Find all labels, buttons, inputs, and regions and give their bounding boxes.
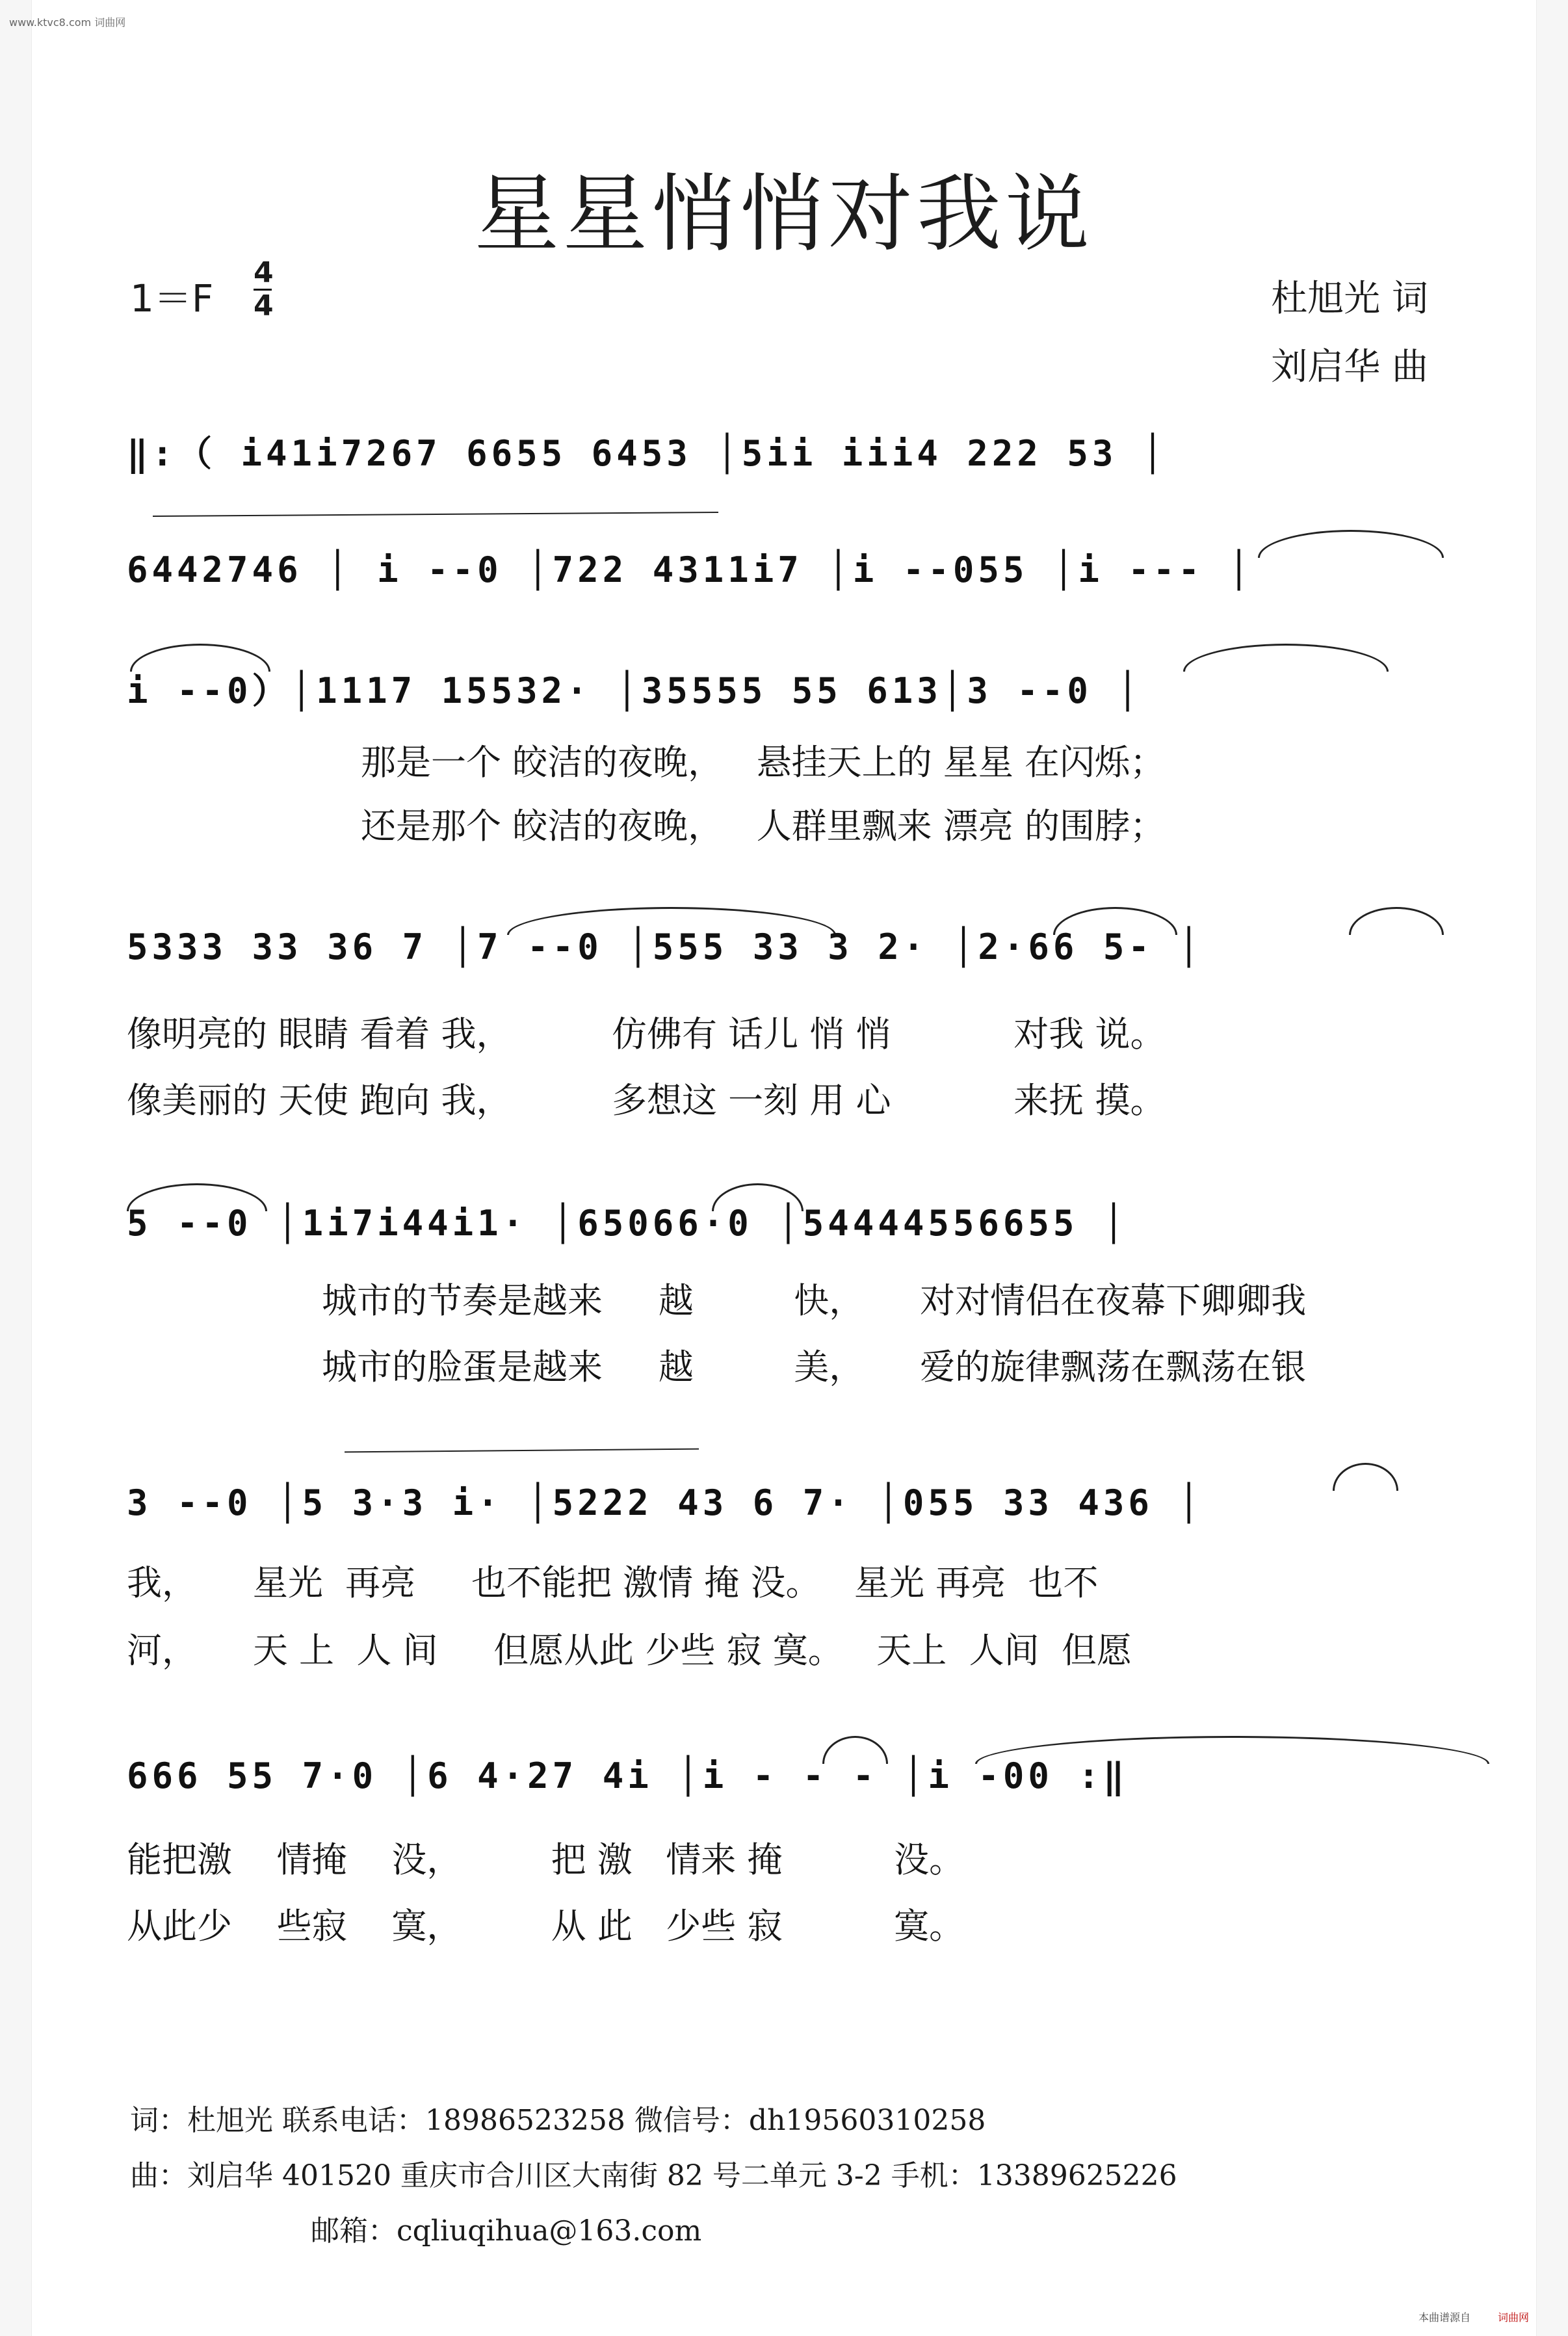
time-signature: [254, 256, 274, 322]
site-credit: 本曲谱源自: [1418, 2311, 1470, 2324]
key-signature: 1＝F: [130, 276, 214, 321]
site-watermark: www.ktvc8.com 词曲网: [9, 16, 126, 29]
notation-line: 3 --0 │5 3·3 i· │5222 43 6 7· │055 33 436 │: [127, 1482, 1203, 1523]
tie-arc: [1349, 907, 1444, 935]
song-title: 星星悄悄对我说: [474, 164, 1093, 263]
notation-line: ‖:（ i41i7267 6655 6453 │5ii iii4 222 53 │: [127, 433, 1168, 474]
lyric-r3-verse1: 那是一个 皎洁的夜晚， 悬挂天上的 星星 在闪烁；: [361, 742, 1165, 783]
lyric-r5-verse2: 城市的脸蛋是越来 越 美， 爱的旋律飘荡在飘荡在银: [322, 1346, 1307, 1387]
lyric-r7-verse1: 能把激 情掩 没， 把 激 情来 掩 没。: [127, 1839, 965, 1880]
score-row-5: [127, 1203, 1453, 1281]
notation-line: i --0）│1117 15532· │35555 55 613│3 --0 │: [127, 670, 1142, 711]
notation-line: 5333 33 36 7 │7 --0 │555 33 3 2· │2·66 5- │: [127, 926, 1203, 967]
meter-top: 4: [254, 256, 274, 289]
footer-lyricist-contact: 词：杜旭光 联系电话：18986523258 微信号：dh19560310258: [130, 2104, 986, 2137]
notation-line: 666 55 7·0 │6 4·27 4i │i - - - │i -00 :‖: [127, 1755, 1129, 1796]
lyric-r7-verse2: 从此少 些寂 寞， 从 此 少些 寂 寞。: [127, 1906, 965, 1947]
lyric-r6-verse1: 我， 星光 再亮 也不能把 激情 掩 没。 星光 再亮 也不: [127, 1562, 1099, 1603]
score-row-1: [127, 426, 1453, 504]
lyric-r4-verse2: 像美丽的 天使 跑向 我， 多想这 一刻 用 心 来抚 摸。: [127, 1080, 1166, 1121]
site-logo: 词曲网: [1497, 2311, 1529, 2324]
tie-arc: [1183, 644, 1389, 672]
crescendo-mark: [153, 512, 718, 517]
page-margin-right: [1536, 0, 1568, 2336]
tie-arc: [1333, 1463, 1398, 1491]
score-row-4: [127, 926, 1453, 1004]
lyric-r5-verse1: 城市的节奏是越来 越 快， 对对情侣在夜幕下卿卿我: [322, 1280, 1307, 1321]
footer-composer-contact: 曲：刘启华 401520 重庆市合川区大南街 82 号二单元 3-2 手机：13389625226: [130, 2159, 1177, 2192]
lyricist-credit: 杜旭光 词: [1271, 278, 1428, 320]
notation-line: 6442746 │ i --0 │722 4311i7 │i --055 │i --- │: [127, 549, 1253, 590]
crescendo-mark: [345, 1449, 699, 1453]
notation-line: 5 --0 │1i7i44i1· │65066·0 │54444556655 │: [127, 1203, 1129, 1244]
composer-credit: 刘启华 曲: [1271, 346, 1428, 388]
tie-arc: [1258, 530, 1444, 558]
score-row-3: [127, 663, 1453, 741]
page-margin-left: [0, 0, 32, 2336]
lyric-r4-verse1: 像明亮的 眼睛 看着 我， 仿佛有 话儿 悄 悄 对我 说。: [127, 1014, 1166, 1055]
lyric-r6-verse2: 河， 天 上 人 间 但愿从此 少些 寂 寞。 天上 人间 但愿: [127, 1630, 1132, 1671]
lyric-r3-verse2: 还是那个 皎洁的夜晚， 人群里飘来 漂亮 的围脖；: [361, 806, 1165, 846]
score-row-6: [127, 1482, 1453, 1560]
score-row-2: [127, 549, 1453, 627]
footer-email: 邮箱：cqliuqihua@163.com: [311, 2214, 702, 2248]
score-row-7: [127, 1755, 1453, 1833]
meter-bottom: 4: [254, 289, 274, 322]
